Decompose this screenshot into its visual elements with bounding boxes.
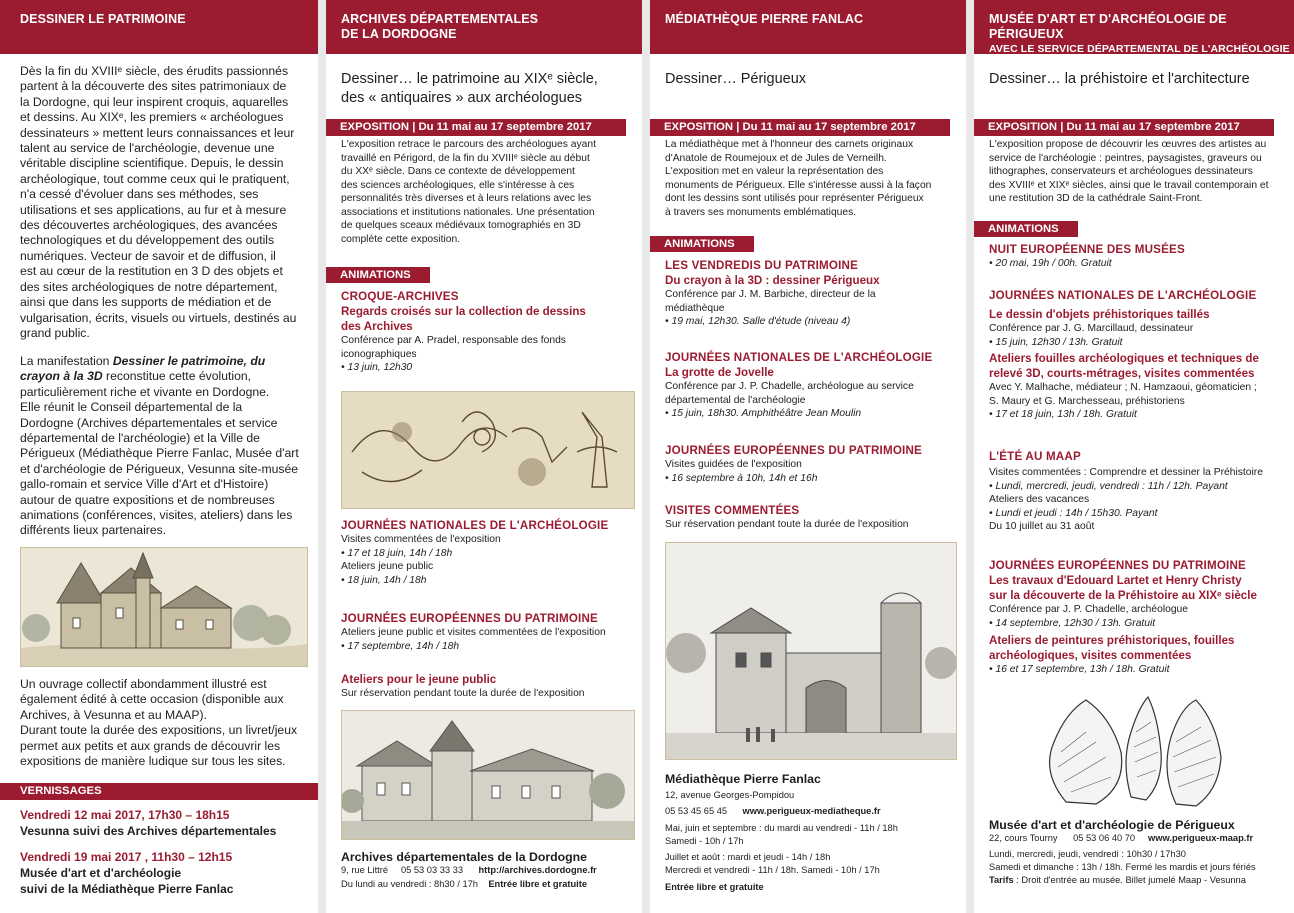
venue-address: 9, rue Littré — [341, 865, 389, 875]
exposition-description — [989, 138, 1294, 206]
ateliers-event — [341, 672, 641, 701]
text-line: animations (conférences, visites, ateliers) dans les — [20, 508, 293, 523]
event-subtitle: relevé 3D, courts-métrages, visites commentées — [989, 367, 1255, 380]
vendredis-event — [665, 258, 965, 329]
text-span: La manifestation — [20, 354, 113, 368]
event-title: JOURNÉES EUROPÉENNES DU PATRIMOINE — [989, 559, 1246, 572]
jna-event — [665, 350, 965, 421]
venue-name: Archives départementales de la Dordogne — [341, 850, 588, 864]
vernissage-date: Vendredi 12 mai 2017, 17h30 – 18h15 — [20, 808, 230, 822]
text-line: expositions de manière ludique sur tous les sites. — [20, 754, 286, 769]
event-date: • 17 et 18 juin, 13h / 18h. Gratuit — [989, 409, 1137, 420]
text-line: travaillé en Périgord, de la fin du XVIIIᵉ siècle au début — [341, 152, 590, 164]
text-line: et dessins. Au XIXᵉ, les premiers « archéologues — [20, 110, 284, 125]
event-text: Sur réservation pendant toute la durée de l'exposition — [665, 519, 909, 530]
text-line: dessinateurs » mettent leurs connaissances et leur — [20, 125, 295, 140]
entry-text: Entrée libre et gratuite — [488, 879, 588, 889]
header-title: ARCHIVES DÉPARTEMENTALES — [341, 12, 539, 26]
vernissage-text: suivi de la Médiathèque Pierre Fanlac — [20, 882, 234, 896]
column-gutter — [966, 0, 974, 913]
hours-text: Juillet et août : mardi et jeudi - 14h / 18h — [665, 852, 831, 862]
event-date: • Lundi, mercredi, jeudi, vendredi : 11h / 12h. Payant — [989, 480, 1228, 492]
text-line: lithographes, conservateurs et archéologues dessinateurs — [989, 166, 1253, 177]
event-text: Conférence par J. P. Chadelle, archéologue — [989, 604, 1189, 615]
text-line: L'exposition retrace le parcours des archéologues ayant — [341, 139, 596, 150]
text-line: utilisations et ses applications, au fur et à mesure — [20, 202, 287, 217]
jna-event — [989, 288, 1294, 422]
event-text: Du 10 juillet au 31 août — [989, 521, 1095, 532]
ouvrage-paragraph — [20, 677, 312, 769]
animations-bar — [650, 236, 754, 252]
text-line: départemental de l'archéologie) et la Ville de — [20, 431, 260, 446]
event-title: JOURNÉES NATIONALES DE L'ARCHÉOLOGIE — [341, 519, 609, 532]
event-title: JOURNÉES NATIONALES DE L'ARCHÉOLOGIE — [989, 289, 1257, 302]
hours-text: Mai, juin et septembre : du mardi au vendredi - 11h / 18h — [665, 823, 898, 833]
column-header — [650, 0, 966, 54]
column-header — [0, 0, 318, 54]
hours-text: Du lundi au vendredi : 8h30 / 17h — [341, 879, 478, 889]
event-date: • 16 septembre à 10h, 14h et 16h — [665, 472, 818, 484]
venue-info — [341, 850, 641, 891]
exposition-dates: EXPOSITION | Du 11 mai au 17 septembre 2017 — [340, 121, 592, 133]
text-line: dont les dessins sont utilisés pour représenter Périgueux — [665, 193, 924, 204]
text-line: différents lieux partenaires. — [20, 523, 167, 538]
header-title: DE LA DORDOGNE — [341, 27, 457, 41]
event-text: Visites guidées de l'exposition — [665, 459, 802, 470]
text-line: Périgueux (Médiathèque Pierre Fanlac, Musée d'art — [20, 446, 299, 461]
text-line: d'Anatole de Roumejoux et de Jules de Verneilh. — [665, 152, 887, 164]
text-line: L'exposition propose de découvrir les œuvres des artistes au — [989, 139, 1267, 150]
vernissage-2 — [20, 850, 315, 897]
event-text: médiathèque — [665, 302, 725, 314]
text-line: autour de quatre expositions et de nombreuses — [20, 492, 275, 507]
event-text: Visites commentées : Comprendre et dessiner la Préhistoire — [989, 467, 1263, 478]
event-title: Ateliers pour le jeune public — [341, 673, 497, 686]
animations-bar — [326, 267, 430, 283]
text-line: du XXᵉ siècle. Dans ce contexte de développement — [341, 166, 575, 177]
exposition-dates: EXPOSITION | Du 11 mai au 17 septembre 2017 — [988, 121, 1240, 133]
event-subtitle: Le dessin d'objets préhistoriques taillés — [989, 308, 1210, 321]
exposition-description — [341, 138, 641, 246]
text-line — [20, 369, 312, 384]
text-line: gallo-romain et service Ville d'Art et d'Histoire) — [20, 477, 269, 492]
exhibition-subtitle — [341, 70, 641, 108]
event-title: NUIT EUROPÉENNE DES MUSÉES — [989, 243, 1185, 256]
nuit-event — [989, 242, 1294, 271]
event-subtitle: Ateliers fouilles archéologiques et techniques de — [989, 352, 1259, 365]
text-line: et d'archéologie de Périgueux, Vesunna site-musée — [20, 461, 299, 476]
event-text: Ateliers jeune public — [341, 561, 434, 572]
venue-contact — [665, 803, 965, 819]
text-line: est au cœur de la restitution en 3 D des objets et — [20, 264, 283, 279]
venue-contact — [989, 832, 1294, 845]
hours-text: Mercredi et vendredi - 11h / 18h. Samedi - 10h / 17h — [665, 865, 880, 875]
vernissage-text: Musée d'art et d'archéologie — [20, 866, 182, 880]
subtitle-line: Dessiner… Périgueux — [665, 71, 807, 87]
text-line: Un ouvrage collectif abondamment illustré est — [20, 677, 267, 691]
text-line: Dès la fin du XVIIIᵉ siècle, des érudits passionnés — [20, 64, 289, 78]
text-line: archéologique, tout comme ceux qui le pratiquent, — [20, 171, 290, 186]
column-gutter — [642, 0, 650, 913]
vernissage-1 — [20, 808, 315, 839]
text-line: grand public. — [20, 325, 90, 340]
section-label: ANIMATIONS — [340, 269, 411, 281]
exposition-description — [665, 138, 965, 219]
jna-event — [341, 518, 641, 587]
venue-address: 22, cours Tourny — [989, 833, 1058, 843]
venue-website-link[interactable]: http://archives.dordogne.fr — [478, 865, 597, 875]
text-line: Durant toute la durée des expositions, un livret/jeux — [20, 723, 298, 738]
event-subtitle: Les travaux d'Edouard Lartet et Henry Christy — [989, 574, 1242, 587]
event-date: • 17 et 18 juin, 14h / 18h — [341, 547, 453, 559]
venue-info — [665, 772, 965, 895]
header-title: MUSÉE D'ART ET D'ARCHÉOLOGIE DE PÉRIGUEUX — [989, 12, 1227, 41]
text-line: des découvertes archéologiques, des avancées — [20, 218, 278, 233]
event-date: • 17 septembre, 14h / 18h — [341, 640, 460, 652]
ete-event — [989, 449, 1294, 534]
text-line: personnalités très diverses et à leurs relations avec les — [341, 193, 592, 204]
hours-text: Samedi - 10h / 17h — [665, 836, 744, 846]
vernissages-bar — [0, 783, 318, 800]
text-line: également édité à cette occasion (disponible aux — [20, 692, 284, 707]
event-date: • 13 juin, 12h30 — [341, 362, 413, 373]
event-subtitle: des Archives — [341, 320, 413, 333]
entry-text: Entrée libre et gratuite — [665, 882, 764, 892]
text-line: numériques. Vecteur de savoir et de diffusion, il — [20, 248, 276, 263]
text-line: ainsi que dans les supports de médiation et de — [20, 295, 272, 310]
event-title: CROQUE-ARCHIVES — [341, 290, 459, 303]
event-text: Conférence par J. M. Barbiche, directeur de la — [665, 289, 876, 300]
venue-phone: 05 53 45 65 45 — [665, 806, 728, 816]
text-line: véritable discipline scientifique. Depuis, le dessin — [20, 156, 284, 171]
text-line: La médiathèque met à l'honneur des carnets originaux — [665, 139, 914, 150]
event-title: L'ÉTÉ AU MAAP — [989, 450, 1081, 463]
event-text: Avec Y. Malhache, médiateur ; N. Hamzaoui, géomaticien ; — [989, 382, 1257, 393]
event-date: • 19 mai, 12h30. Salle d'étude (niveau 4) — [665, 316, 851, 327]
event-text: iconographiques — [341, 348, 417, 360]
column-header — [974, 0, 1294, 54]
text-line: vulgarisation, écrits, visuels ou virtuels, destinés au — [20, 310, 297, 325]
text-line: partent à la découverte des sites patrimoniaux de — [20, 79, 287, 94]
exposition-bar — [650, 119, 950, 136]
venue-phone: 05 53 06 40 70 — [1073, 833, 1136, 843]
manifestation-title: crayon à la 3D — [20, 369, 103, 384]
header-subtitle: AVEC LE SERVICE DÉPARTEMENTAL DE L'ARCHÉOLOGIE — [989, 43, 1290, 55]
event-date: • 20 mai, 19h / 00h. Gratuit — [989, 258, 1112, 269]
venue-website-link[interactable]: www.perigueux-maap.fr — [1148, 833, 1254, 843]
text-line: associations et institutions nationales. Une présentation — [341, 206, 595, 218]
event-text: Conférence par J. P. Chadelle, archéologue au service — [665, 381, 914, 392]
hours-text: Lundi, mercredi, jeudi, vendredi : 10h30 / 17h30 — [989, 849, 1186, 859]
vernissage-date: Vendredi 19 mai 2017 , 11h30 – 12h15 — [20, 850, 233, 864]
subtitle-line: Dessiner… la préhistoire et l'architecture — [989, 71, 1250, 87]
event-text: départemental de l'archéologie — [665, 394, 806, 406]
venue-name: Musée d'art et d'archéologie de Périgueux — [989, 818, 1235, 832]
event-title: VISITES COMMENTÉES — [665, 504, 800, 517]
event-text: Ateliers jeune public et visites commentées de l'exposition — [341, 627, 606, 638]
ornamental-drawing-image — [341, 391, 635, 509]
event-date: • 15 juin, 12h30 / 13h. Gratuit — [989, 336, 1123, 348]
event-title: JOURNÉES EUROPÉENNES DU PATRIMOINE — [665, 444, 922, 457]
section-label: ANIMATIONS — [988, 223, 1059, 235]
visites-event — [665, 503, 965, 532]
event-subtitle: La grotte de Jovelle — [665, 366, 774, 379]
text-span: reconstitue cette évolution, — [102, 369, 252, 384]
jep-event — [665, 443, 965, 485]
event-subtitle: archéologiques, visites commentées — [989, 649, 1192, 662]
archives-building-image — [341, 710, 635, 840]
event-date: • 16 et 17 septembre, 13h / 18h. Gratuit — [989, 664, 1170, 675]
text-line: des XVIIIᵉ et XIXᵉ siècles, ainsi que le travail contemporain et — [989, 179, 1269, 191]
event-title: LES VENDREDIS DU PATRIMOINE — [665, 259, 859, 272]
header-title: DESSINER LE PATRIMOINE — [20, 12, 186, 26]
venue-address: 12, avenue Georges-Pompidou — [665, 790, 795, 800]
tarifs-text: : Droit d'entrée au musée. Billet jumelé Maap - Vesunna — [1013, 875, 1246, 885]
exposition-dates: EXPOSITION | Du 11 mai au 17 septembre 2017 — [664, 121, 916, 133]
text-line: une restitution 3D de la cathédrale Saint-Front. — [989, 193, 1203, 204]
text-line — [20, 354, 312, 369]
event-title: JOURNÉES NATIONALES DE L'ARCHÉOLOGIE — [665, 351, 933, 364]
event-text: Conférence par A. Pradel, responsable des fonds — [341, 335, 566, 346]
text-line: des sciences archéologiques, elle s'intéresse à ces — [341, 179, 575, 191]
column-archives-departementales — [326, 0, 642, 913]
text-line: technologiques et du développement des outils — [20, 233, 275, 248]
biface-tools-drawing-image — [1036, 692, 1226, 812]
column-musee-art-archeologie — [974, 0, 1294, 913]
text-line: L'exposition met en valeur la représentation des — [665, 166, 884, 177]
text-line: Archives, à Vesunna et au MAAP). — [20, 707, 207, 722]
intro-paragraph — [20, 64, 312, 341]
vernissage-text: Vesunna suivi des Archives départementales — [20, 824, 277, 838]
event-text: Sur réservation pendant toute la durée de l'exposition — [341, 688, 585, 699]
section-label: ANIMATIONS — [664, 238, 735, 250]
event-date: • Lundi et jeudi : 14h / 15h30. Payant — [989, 507, 1158, 519]
event-subtitle: Du crayon à la 3D : dessiner Périgueux — [665, 274, 880, 287]
section-label: VERNISSAGES — [20, 785, 102, 797]
text-line: n'a cessé d'évoluer dans ses méthodes, ses — [20, 187, 259, 202]
event-date: • 18 juin, 14h / 18h — [341, 574, 427, 586]
tarifs-label: Tarifs — [989, 875, 1014, 885]
venue-website-link[interactable]: www.perigueux-mediatheque.fr — [742, 806, 881, 816]
text-line: des sites archéologiques de notre département, — [20, 279, 278, 294]
text-line: de quelques sceaux médiévaux tomographiés en 3D — [341, 220, 581, 231]
text-line: talent au service de l'archéologie, devenue une — [20, 141, 275, 156]
venue-info — [989, 818, 1294, 887]
column-mediatheque-pierre-fanlac — [650, 0, 966, 913]
jep-event — [341, 611, 641, 653]
animations-bar — [974, 221, 1078, 237]
event-title: JOURNÉES EUROPÉENNES DU PATRIMOINE — [341, 612, 598, 625]
event-date: • 15 juin, 18h30. Amphithéâtre Jean Moulin — [665, 408, 862, 419]
text-line: Dordogne (Archives départementales et service — [20, 415, 278, 430]
text-line: service de l'archéologie : peintres, paysagistes, graveurs ou — [989, 152, 1262, 164]
text-line: particulièrement riche et vivante en Dordogne. — [20, 384, 270, 399]
subtitle-line: des « antiquaires » aux archéologues — [341, 90, 583, 106]
text-line: monuments de Périgueux. Elle s'intéresse aussi à la façon — [665, 179, 932, 191]
exhibition-subtitle — [665, 70, 965, 89]
event-text: S. Maury et G. Marchesseau, préhistoriens — [989, 395, 1185, 407]
text-line: la Dordogne, qui leur inspirent croquis, aquarelles — [20, 94, 289, 109]
venue-name: Médiathèque Pierre Fanlac — [665, 772, 821, 786]
event-text: Visites commentées de l'exposition — [341, 534, 501, 545]
exhibition-subtitle — [989, 70, 1294, 89]
venue-hours — [341, 877, 641, 891]
jep-event — [989, 558, 1294, 677]
column-gutter — [318, 0, 326, 913]
venue-phone: 05 53 03 33 33 — [400, 865, 463, 875]
event-subtitle: Regards croisés sur la collection de dessins — [341, 305, 586, 318]
croque-archives-event — [341, 289, 641, 375]
hours-text: Samedi et dimanche : 13h / 18h. Fermé les mardis et jours fériés — [989, 862, 1256, 872]
event-subtitle: Ateliers de peintures préhistoriques, fouilles — [989, 634, 1235, 647]
text-line: permet aux petits et aux grands de découvrir les — [20, 738, 281, 753]
column-header — [326, 0, 642, 54]
perigueux-ruins-image — [665, 542, 957, 760]
event-date: • 14 septembre, 12h30 / 13h. Gratuit — [989, 617, 1156, 629]
exposition-bar — [326, 119, 626, 136]
event-subtitle: sur la découverte de la Préhistoire au XIXᵉ siècle — [989, 589, 1257, 602]
column-dessiner-le-patrimoine — [0, 0, 318, 913]
tarifs-line — [989, 874, 1294, 887]
chateau-drawing-image — [20, 547, 308, 667]
text-line: Elle réunit le Conseil départemental de la — [20, 400, 243, 415]
subtitle-line: Dessiner… le patrimoine au XIXᵉ siècle, — [341, 71, 598, 87]
event-text: Conférence par J. G. Marcillaud, dessinateur — [989, 323, 1194, 334]
text-line: complète cette exposition. — [341, 233, 461, 245]
header-title: MÉDIATHÈQUE PIERRE FANLAC — [665, 12, 864, 26]
manifestation-title: Dessiner le patrimoine, du — [112, 354, 266, 368]
exposition-bar — [974, 119, 1274, 136]
event-text: Ateliers des vacances — [989, 494, 1090, 505]
venue-contact — [341, 864, 641, 877]
text-line: à travers ses monuments emblématiques. — [665, 206, 857, 218]
manifestation-paragraph — [20, 354, 312, 539]
